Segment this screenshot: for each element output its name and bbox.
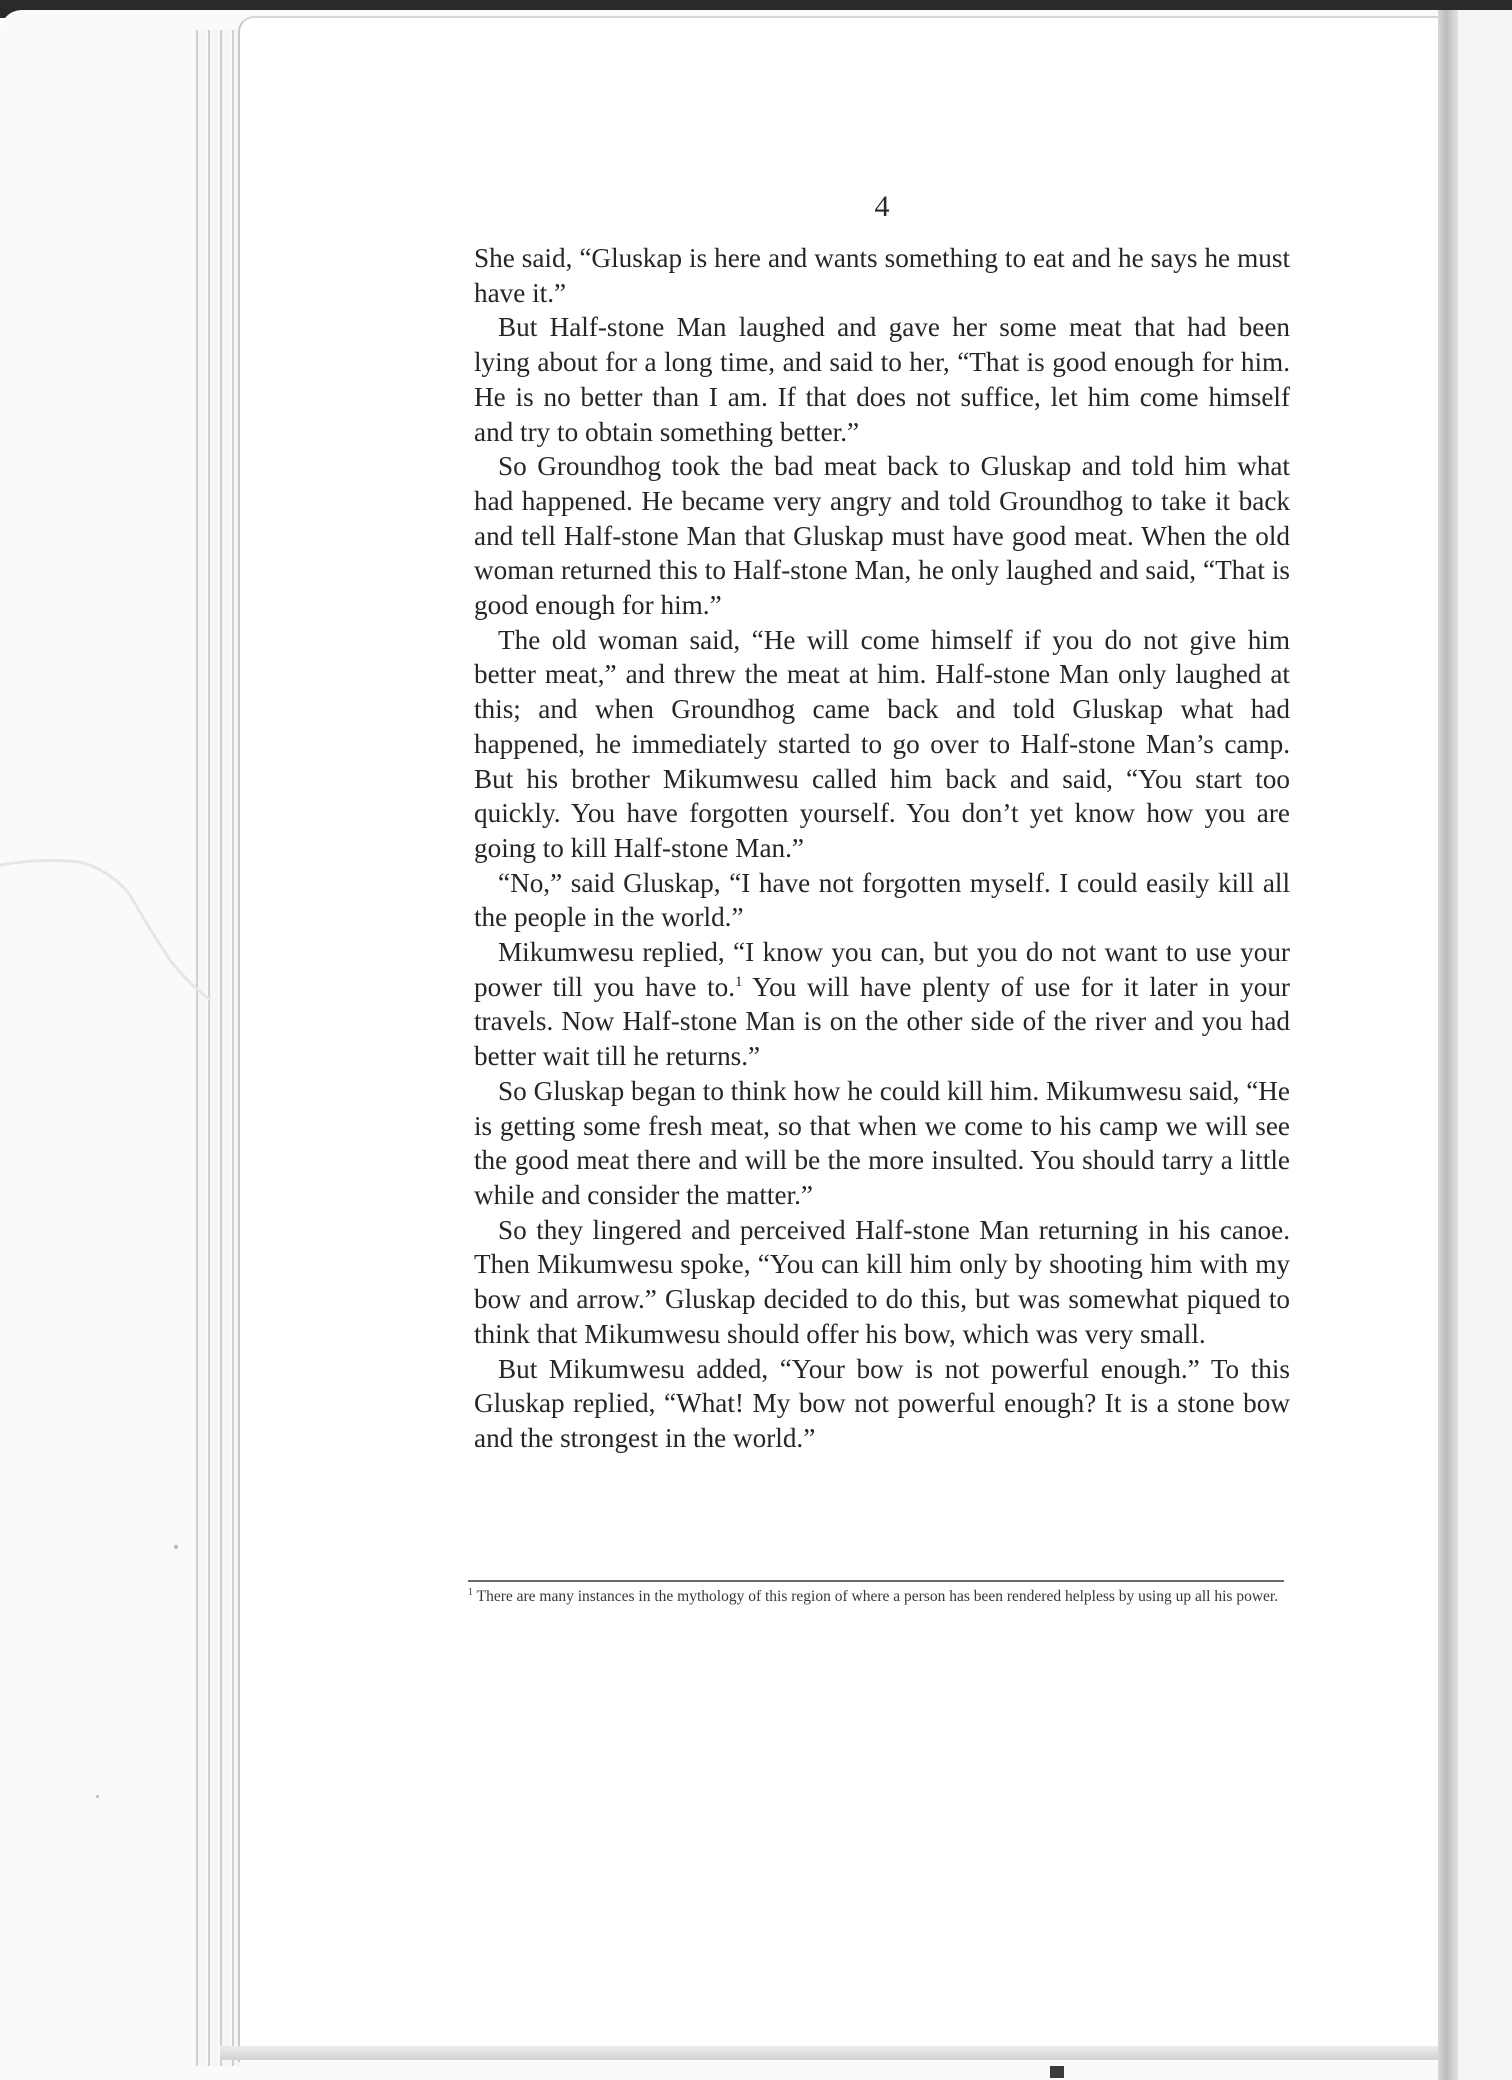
footnote-divider: [468, 1580, 1284, 1582]
page-stack-edge: [196, 30, 206, 2066]
book-gutter: [1438, 10, 1458, 2080]
page-stack-edge: [220, 30, 230, 2066]
paragraph: She said, “Gluskap is here and wants something to eat and he says he must have it.”: [474, 243, 1290, 308]
paragraph-text: You will have plenty of use for it later in your travels. Now Half-stone Man is on the other side of the river and you had better wait till he returns.”: [474, 971, 1290, 1072]
footnote: [468, 1588, 1284, 1605]
page-number: 4: [874, 190, 890, 223]
paragraph: So they lingered and perceived Half-stone Man returning in his canoe. Then Mikumwesu spoke, “You can kill him only by shooting him with my bow and arrow.” Gluskap decided to do this, but was somewhat piqued to think that Mikumwesu should offer his bow, which was very small.: [474, 1214, 1290, 1349]
paragraph-text: Mikumwesu replied, “I know you can, but you do not want to use your power till you have to.: [474, 937, 1290, 1002]
paragraph: “No,” said Gluskap, “I have not forgotten myself. I could easily kill all the people in the world.”: [474, 867, 1290, 933]
footnote-marker: 1: [468, 1586, 473, 1598]
paragraph: [474, 935, 1290, 1074]
body-text: [474, 241, 1290, 1456]
page-stack-edge: [208, 30, 218, 2066]
paragraph: But Half-stone Man laughed and gave her some meat that had been lying about for a long time, and said to her, “That is good enough for him. He is no better than I am. If that does not suffice, let him come himself and try to obtain something better.”: [474, 312, 1290, 447]
scan-speck: [96, 1795, 99, 1798]
paragraph: But Mikumwesu added, “Your bow is not powerful enough.” To this Gluskap replied, “What! My bow not powerful enough? It is a stone bow and the strongest in the world.”: [474, 1353, 1290, 1453]
paragraph: So Groundhog took the bad meat back to Gluskap and told him what had happened. He became very angry and told Groundhog to take it back and tell Half-stone Man that Gluskap must have good meat. When the old woman returned this to Half-stone Man, he only laughed and said, “That is good enough for him.”: [474, 451, 1290, 621]
footnote-text: There are many instances in the mythology of this region of where a person has been rendered helpless by using up all his power.: [473, 1588, 1279, 1605]
paragraph: So Gluskap began to think how he could kill him. Mikumwesu said, “He is getting some fresh meat, so that when we come to his camp we will see the good meat there and will be the more insulted. You should tarry a little while and consider the matter.”: [474, 1075, 1290, 1210]
facing-page-edge: [1458, 10, 1512, 2080]
page-bottom-edge: [220, 2046, 1438, 2060]
scan-speck: [174, 1545, 178, 1549]
paragraph: The old woman said, “He will come himself if you do not give him better meat,” and threw the meat at him. Half-stone Man only laughed at this; and when Groundhog came back and told Gluskap what had happened, he immediately started to go over to Half-stone Man’s camp. But his brother Mikumwesu called him back and said, “You start too quickly. You have forgotten yourself. You don’t yet know how you are going to kill Half-stone Man.”: [474, 624, 1290, 863]
footnote-reference: 1: [735, 973, 743, 990]
scan-mark: [1050, 2066, 1064, 2078]
